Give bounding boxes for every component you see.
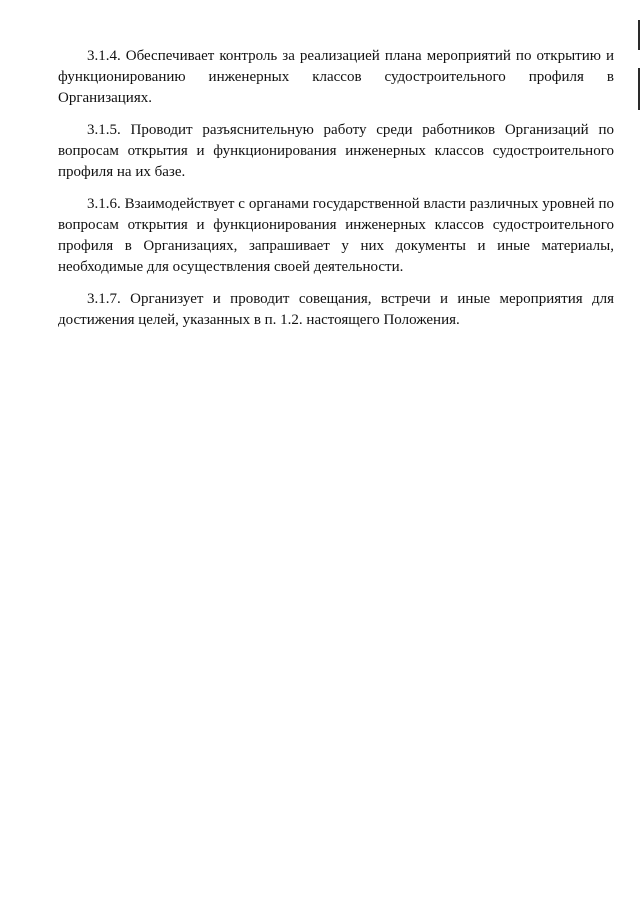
paragraph-3-1-7: 3.1.7. Организует и проводит совещания, встречи и иные мероприятия для достижения целей, указанных в п. 1.2. настоящего Положения. (58, 291, 614, 328)
paragraph-3-1-4: 3.1.4. Обеспечивает контроль за реализацией плана мероприятий по открытию и функционированию инженерных классов судостроительного профиля в Организациях. (58, 48, 614, 106)
paragraph-3-1-6: 3.1.6. Взаимодействует с органами государственной власти различных уровней по вопросам открытия и функционирования инженерных классов судостроительного профиля в Организациях, запрашивает у них документы и иные материалы, необходимые для осуществления своей деятельности. (58, 196, 614, 275)
paragraph-3-1-5: 3.1.5. Проводит разъяснительную работу среди работников Организаций по вопросам открытия и функционирования инженерных классов судостроительного профиля на их базе. (58, 122, 614, 180)
document-body (58, 46, 614, 342)
